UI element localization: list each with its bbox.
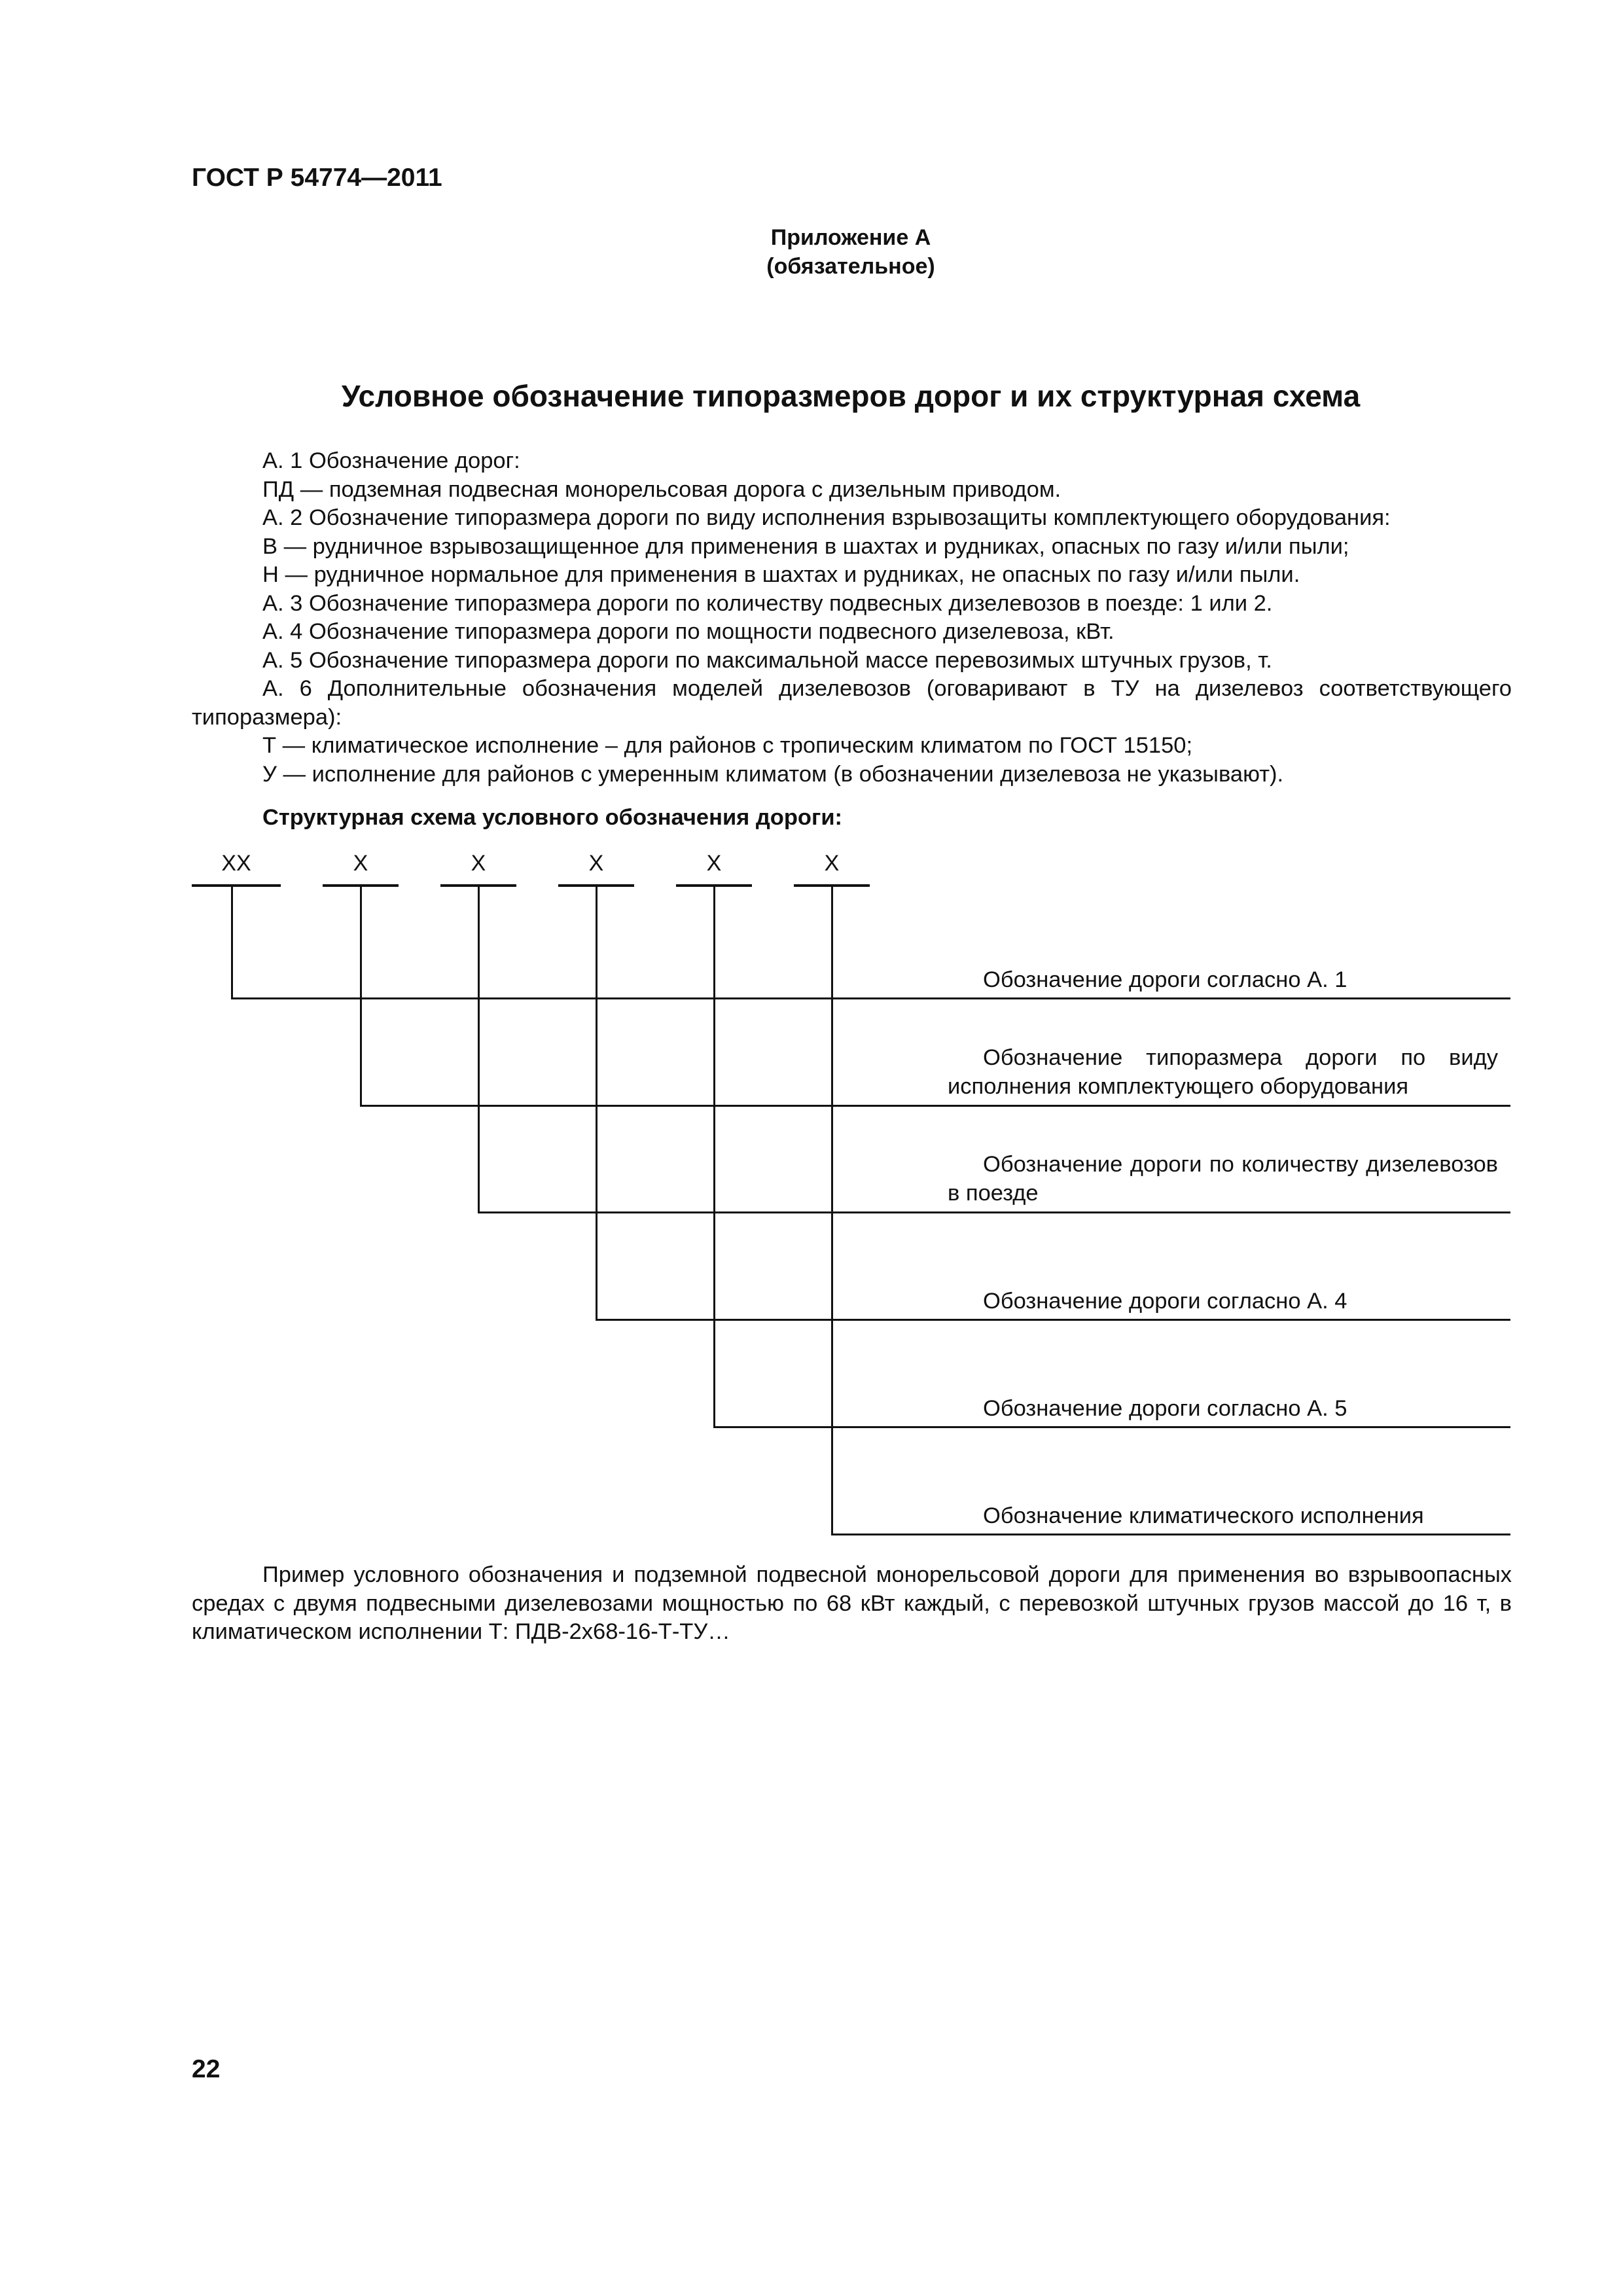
legend-5: Обозначение дороги согласно А. 5 — [983, 1396, 1347, 1421]
appendix-type: (обязательное) — [766, 254, 935, 279]
code-label-4: X — [588, 851, 604, 876]
definition-a6: А. 6 Дополнительные обозначения моделей дизелевозов (оговаривают в ТУ на дизелевоз соответствующего типоразмера): — [192, 676, 1512, 730]
definition-a4: А. 4 Обозначение типоразмера дороги по мощности подвесного дизелевоза, кВт. — [262, 619, 1115, 644]
example-block — [192, 1561, 1512, 1647]
connector-horizontal-6 — [831, 1534, 1510, 1535]
appendix-label: Приложение А — [770, 225, 931, 250]
page-number: 22 — [192, 2055, 221, 2083]
connector-horizontal-1 — [231, 997, 1510, 999]
connector-vertical-1 — [231, 887, 233, 999]
connector-vertical-5 — [713, 887, 715, 1428]
definition-a2: А. 2 Обозначение типоразмера дороги по виду исполнения взрывозащиты комплектующего оборудования: — [262, 505, 1391, 530]
legend-2: Обозначение типоразмера дороги по виду исполнения комплектующего оборудования — [948, 1045, 1498, 1099]
code-label-5: X — [706, 851, 722, 876]
connector-vertical-3 — [478, 887, 480, 1213]
connector-horizontal-5 — [713, 1426, 1510, 1428]
example-text: Пример условного обозначения и подземной подвесной монорельсовой дороги для применения во взрывоопасных средах с двумя подвесными дизелевозами мощностью по 68 кВт каждый, с перевозкой штучных грузов массой до 16 т, в климатическом исполнении Т: ПДВ-2х68-16-Т-ТУ… — [192, 1562, 1512, 1644]
code-underline-1 — [192, 884, 281, 887]
definition-t: Т — климатическое исполнение – для районов с тропическим климатом по ГОСТ 15150; — [262, 733, 1193, 758]
page-title: Условное обозначение типоразмеров дорог и их структурная схема — [341, 379, 1361, 413]
code-label-3: X — [471, 851, 486, 876]
code-label-2: X — [353, 851, 368, 876]
definition-n: Н — рудничное нормальное для применения в шахтах и рудниках, не опасных по газу и/или пыли. — [262, 562, 1300, 587]
definition-a1: А. 1 Обозначение дорог: — [262, 448, 520, 473]
legend-4: Обозначение дороги согласно А. 4 — [983, 1289, 1347, 1314]
code-label-6: X — [824, 851, 840, 876]
scheme-heading: Структурная схема условного обозначения дороги: — [262, 805, 843, 830]
definition-v: В — рудничное взрывозащищенное для применения в шахтах и рудниках, опасных по газу и/или пыли; — [262, 533, 1349, 559]
legend-6: Обозначение климатического исполнения — [983, 1503, 1424, 1528]
definition-u: У — исполнение для районов с умеренным климатом (в обозначении дизелевоза не указывают). — [262, 761, 1284, 787]
connector-vertical-2 — [360, 887, 362, 1107]
definition-a5: А. 5 Обозначение типоразмера дороги по максимальной массе перевозимых штучных грузов, т. — [262, 647, 1272, 673]
legend-3: Обозначение дороги по количеству дизелевозов в поезде — [948, 1152, 1498, 1206]
definitions-block — [192, 447, 1512, 789]
legend-1: Обозначение дороги согласно А. 1 — [983, 967, 1347, 992]
connector-vertical-4 — [596, 887, 597, 1321]
definition-a3: А. 3 Обозначение типоразмера дороги по количеству подвесных дизелевозов в поезде: 1 или 2. — [262, 590, 1273, 616]
code-label-1: XX — [221, 851, 251, 876]
connector-horizontal-3 — [478, 1211, 1510, 1213]
definition-pd: ПД — подземная подвесная монорельсовая дорога с дизельным приводом. — [262, 476, 1061, 502]
connector-horizontal-4 — [596, 1319, 1510, 1321]
connector-horizontal-2 — [360, 1105, 1510, 1107]
document-code: ГОСТ Р 54774—2011 — [192, 164, 442, 192]
